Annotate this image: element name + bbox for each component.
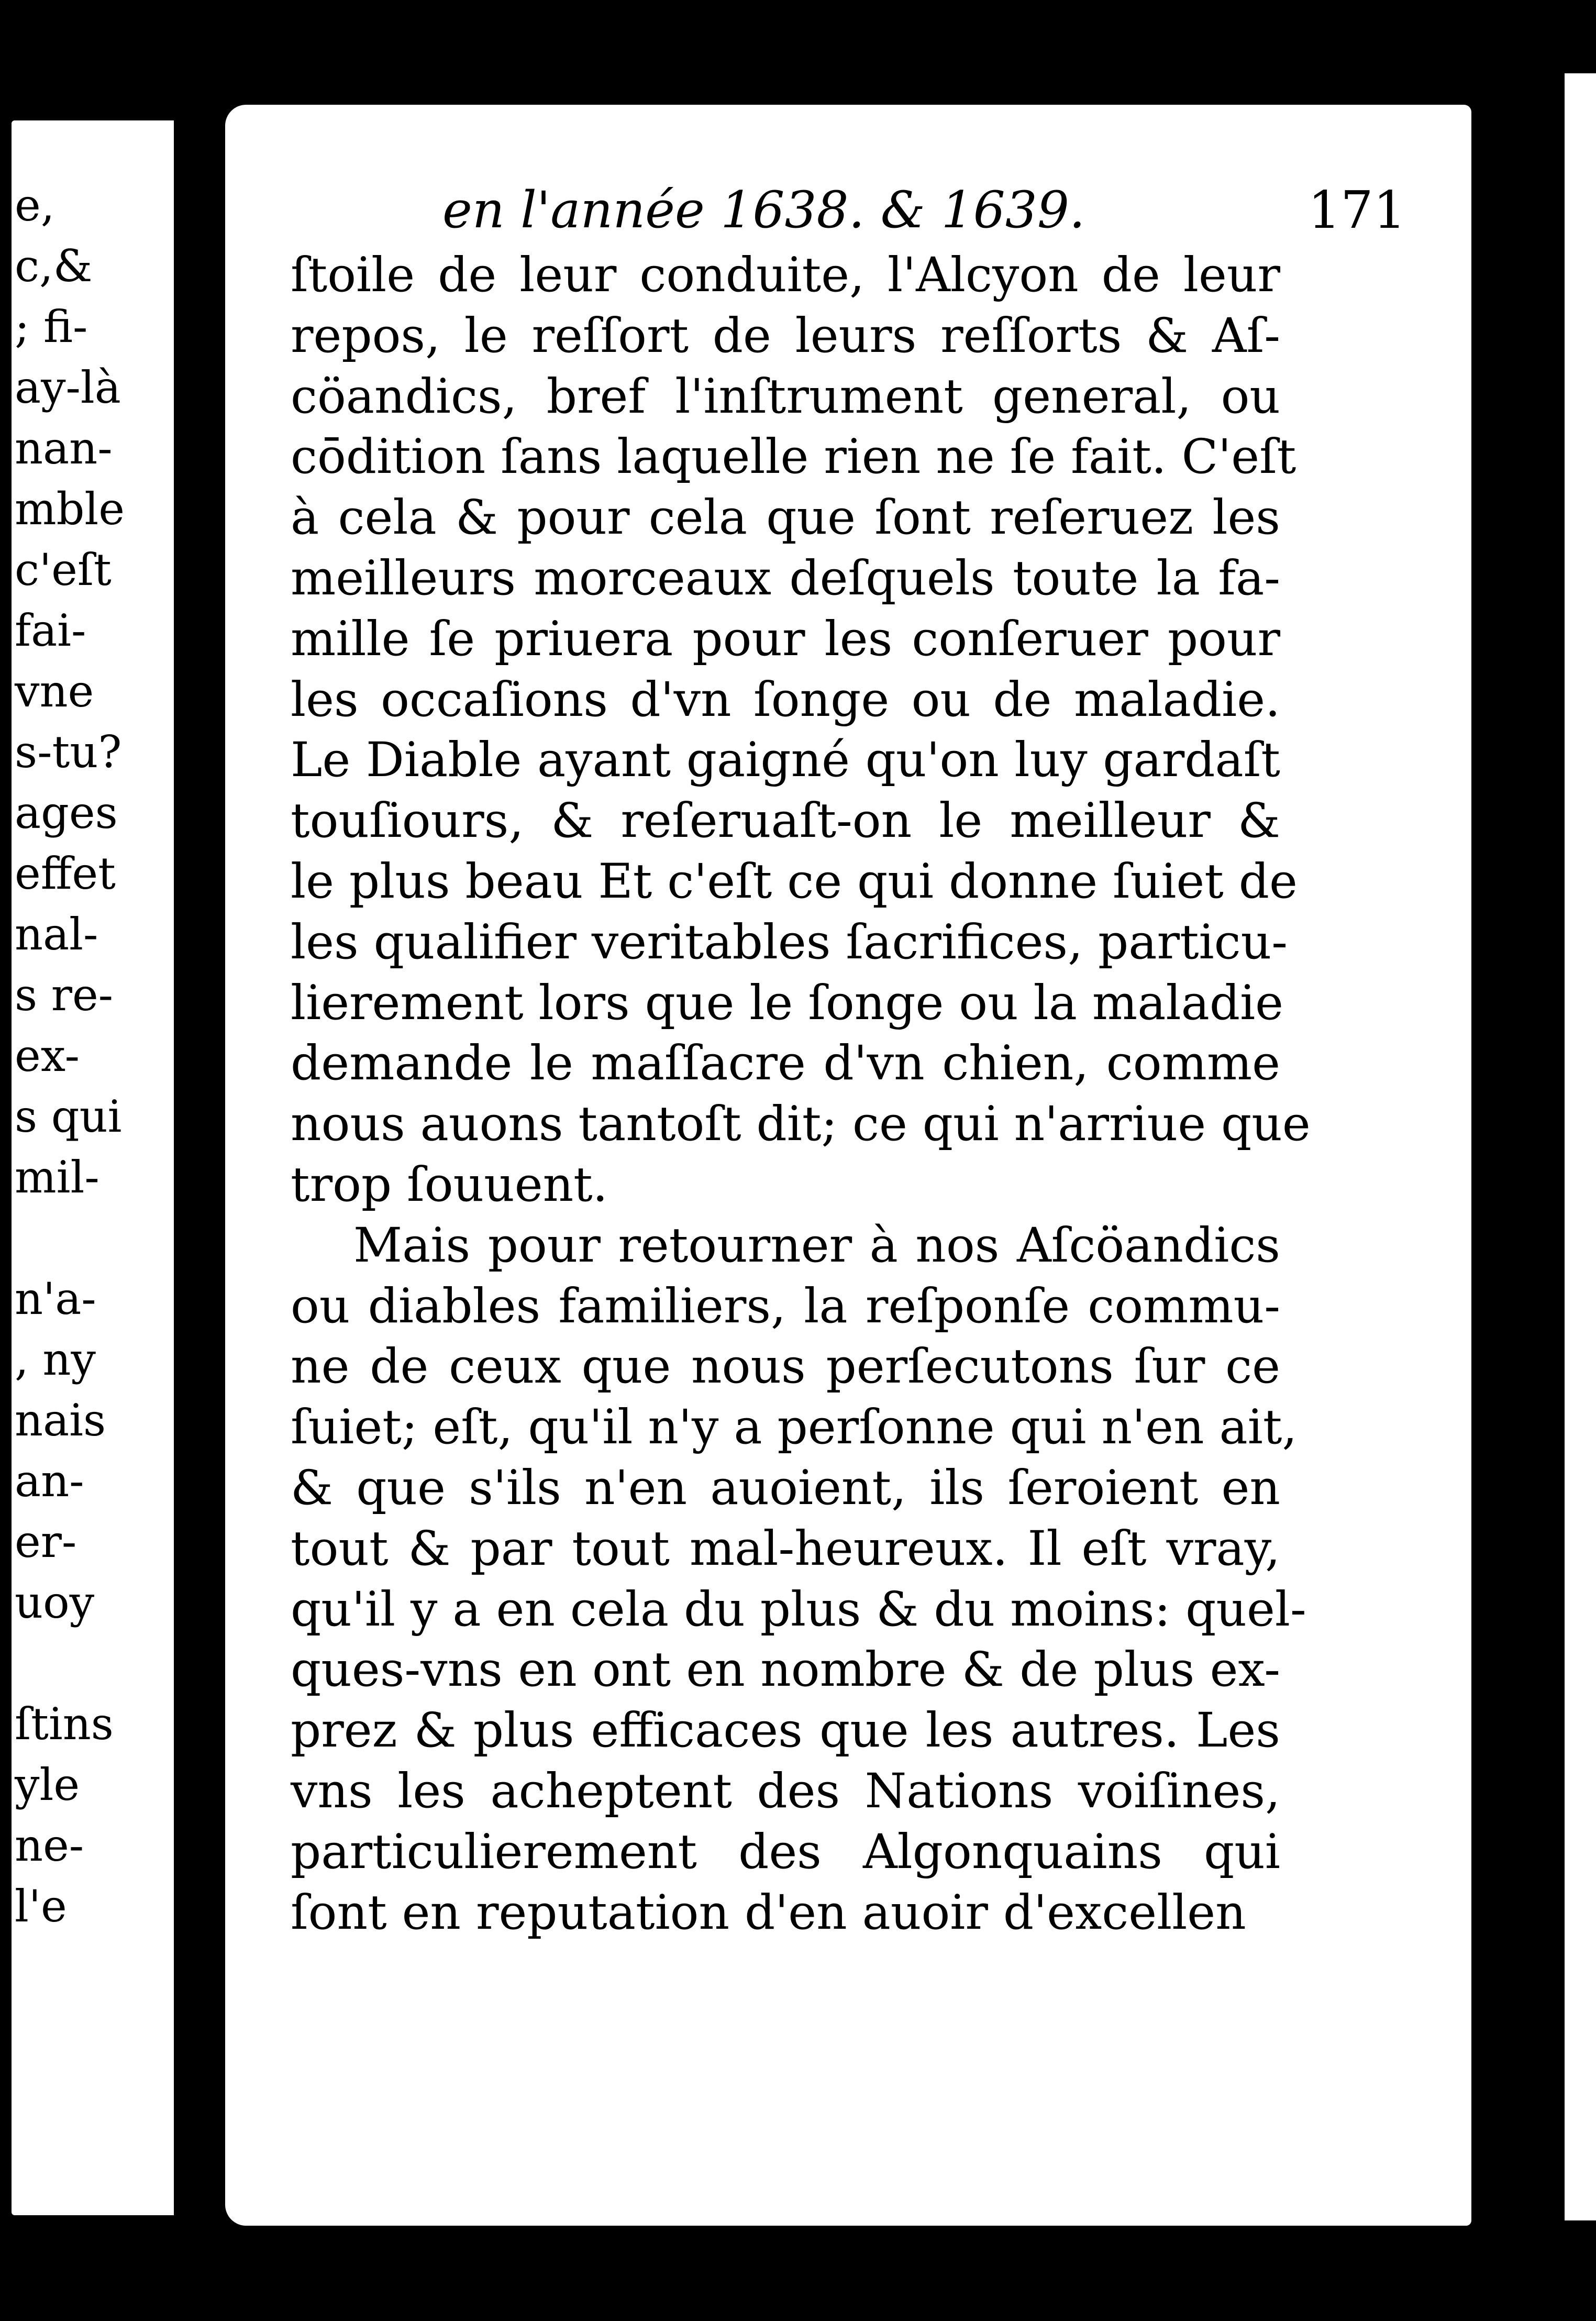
text-line: & que s'ils n'en auoient, ils ſeroient en [291,1460,1280,1516]
left-page-line: e, [15,180,55,231]
body-text [291,245,1311,1943]
page-header [442,181,1416,244]
left-page-line: s qui [15,1091,122,1142]
left-page-line: mil- [15,1152,99,1203]
left-page-line: nais [15,1395,106,1446]
text-line: touſiours, & reſeruaſt-on le meilleur & [291,793,1280,849]
left-page-line: nal- [15,909,98,960]
left-page-line: s re- [15,969,114,1021]
text-line: ne de ceux que nous perſecutons ſur ce [291,1339,1280,1395]
text-line: les qualifier veritables ſacrifices, particu- [291,914,1288,970]
text-line: lierement lors que le ſonge ou la maladie [291,975,1284,1031]
text-line: tout & par tout mal-heureux. Il eſt vray, [291,1521,1280,1576]
text-line: particulierement des Algonquains qui [291,1824,1280,1880]
left-page-line: vne [15,666,94,717]
text-line: meilleurs morceaux deſquels toute la fa- [291,550,1280,606]
text-line: prez & plus efficaces que les autres. Les [291,1703,1280,1759]
left-page-line: c'eſt [15,544,112,595]
left-page-line: ſtins [15,1698,114,1750]
text-line: ſtoile de leur conduite, l'Alcyon de leur [291,248,1280,303]
page-edge [1565,73,1596,2220]
text-line: nous auons tantoſt dit; ce qui n'arriue que [291,1097,1311,1152]
left-page-line: uoy [15,1577,95,1628]
left-page-line: ; fi- [15,301,88,352]
text-line: cöandics, bref l'inſtrument general, ou [291,369,1280,424]
text-line: ſont en reputation d'en auoir d'excellen [291,1885,1246,1940]
left-page-line: fai- [15,605,86,656]
left-page-line: l'e [15,1881,67,1932]
left-page-line: , ny [15,1334,96,1385]
page-number: 171 [1307,181,1406,240]
left-page-line: n'a- [15,1273,96,1324]
running-title: en l'année 1638. & 1639. [442,181,1085,239]
text-line: cōdition ſans laquelle rien ne ſe fait. C'eſt [291,429,1296,485]
text-line: Le Diable ayant gaigné qu'on luy gardaſt [291,733,1280,788]
text-line: qu'il y a en cela du plus & du moins: quel- [291,1582,1306,1637]
left-page-line: s-tu? [15,726,122,778]
text-line: demande le maſſacre d'vn chien, comme [291,1036,1280,1091]
text-line: ques-vns en ont en nombre & de plus ex- [291,1642,1280,1698]
text-line: le plus beau Et c'eſt ce qui donne ſuiet de [291,854,1298,909]
left-page-line: effet [15,848,116,899]
left-page-line: yle [15,1759,80,1810]
left-page-line: ne- [15,1820,84,1871]
text-line: ou diables familiers, la reſponſe commu- [291,1278,1280,1334]
text-line: trop ſouuent. [291,1157,608,1212]
text-line: à cela & pour cela que ſont reſeruez les [291,490,1280,546]
left-page-line: c,& [15,240,93,292]
left-page-fragment [12,120,174,2215]
text-line: mille ſe priuera pour les conſeruer pour [291,611,1280,667]
left-page-line: ages [15,787,118,838]
text-line: Mais pour retourner à nos Aſcöandics [353,1218,1280,1273]
text-line: repos, le reſſort de leurs reſſorts & Aſ- [291,308,1280,363]
left-page-line: an- [15,1455,84,1507]
book-page [225,105,1471,2226]
text-line: ſuiet; eſt, qu'il n'y a perſonne qui n'en ait, [291,1400,1298,1455]
left-page-line: nan- [15,423,113,474]
left-page-line: er- [15,1516,77,1567]
text-line: les occaſions d'vn ſonge ou de maladie. [291,672,1280,727]
text-line: vns les acheptent des Nations voiſines, [291,1763,1280,1819]
left-page-line: ex- [15,1030,80,1081]
left-page-line: mble [15,483,125,535]
left-page-line: ay-là [15,362,121,413]
